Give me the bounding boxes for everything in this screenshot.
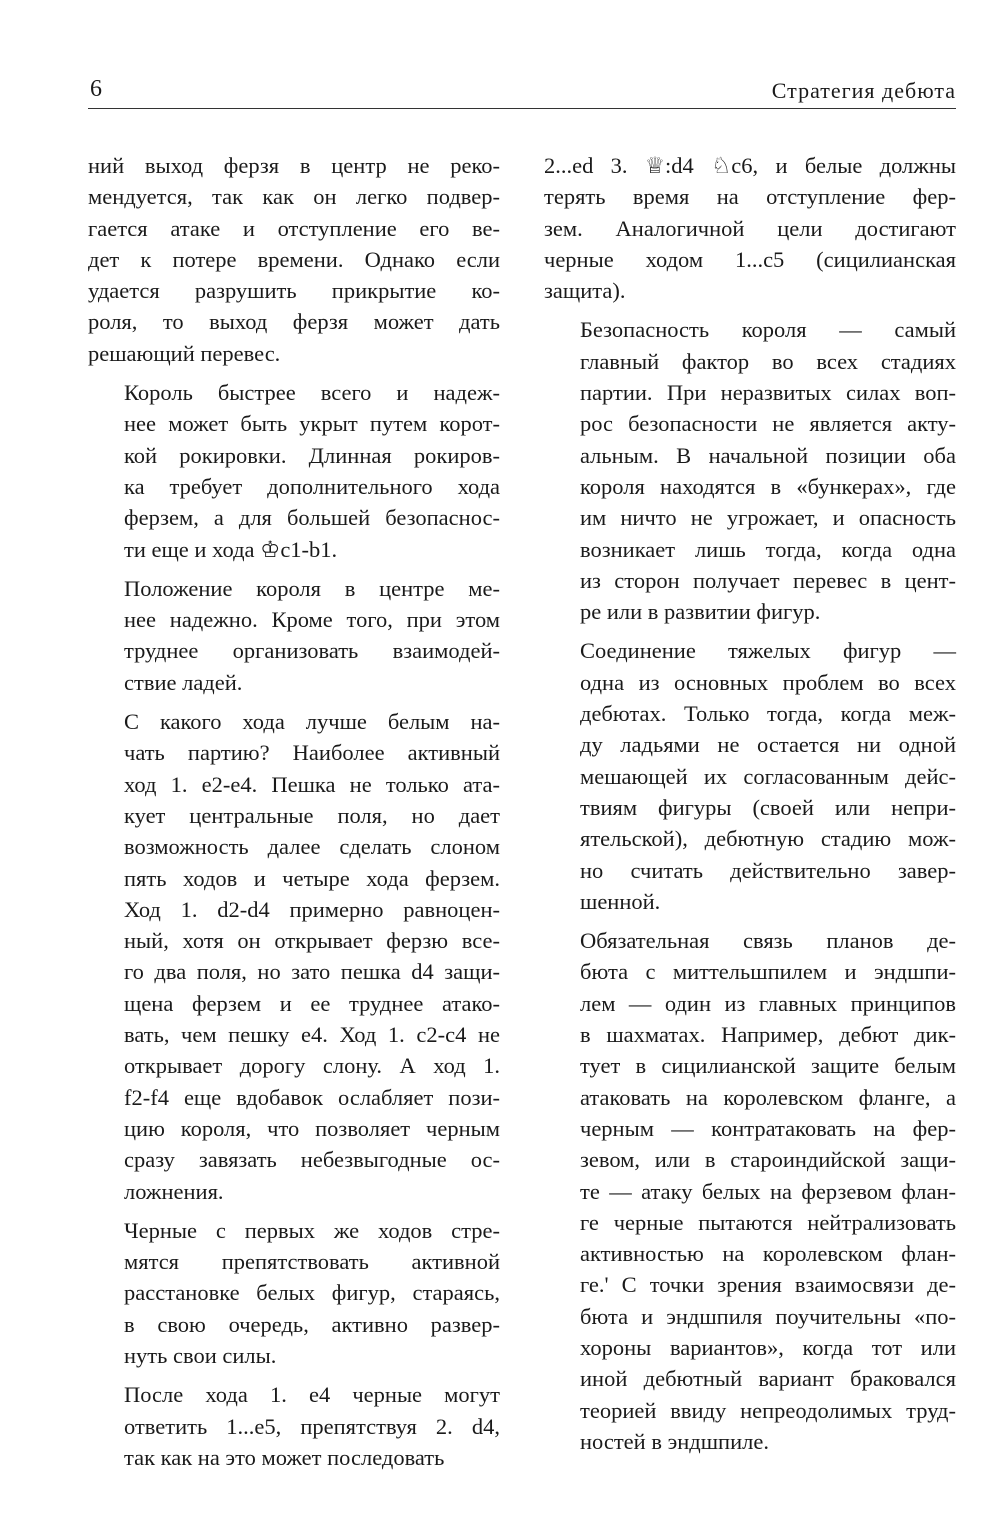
text-line: нее может быть укрыт путем корот- bbox=[124, 411, 500, 437]
text-line: вать, чем пешку e4. Ход 1. c2-c4 не bbox=[124, 1022, 500, 1048]
text-line: ка требует дополнительного хода bbox=[124, 473, 500, 499]
text-line: но считать действительно завер- bbox=[580, 857, 956, 883]
text-line: бюта и эндшпиля поучительны «по- bbox=[580, 1303, 956, 1329]
text-line: зем. Аналогичной цели достигают bbox=[544, 215, 956, 241]
text-line: черные ходом 1...c5 (сицилианская bbox=[544, 246, 956, 272]
text-line: партии. При неразвитых силах воп- bbox=[580, 380, 956, 406]
text-line: ге.' С точки зрения взаимосвязи де- bbox=[580, 1272, 956, 1298]
text-line: цию короля, что позволяет черным bbox=[124, 1115, 500, 1141]
text-line: гается атаке и отступление его ве- bbox=[88, 215, 500, 241]
text-line: шенной. bbox=[580, 888, 661, 914]
text-line: кой рокировки. Длинная рокиров- bbox=[124, 442, 500, 468]
text-line: щена ферзем и ее труднее атако- bbox=[124, 990, 500, 1016]
text-line: хороны вариантов», когда тот или bbox=[580, 1334, 956, 1360]
text-line: главный фактор во всех стадиях bbox=[580, 348, 956, 374]
text-line: те — атаку белых на ферзевом флан- bbox=[580, 1178, 956, 1204]
right-column bbox=[544, 150, 956, 1465]
page-number: 6 bbox=[90, 76, 102, 102]
text-line: Ход 1. d2-d4 примерно равноцен- bbox=[124, 896, 500, 922]
text-line: ний выход ферзя в центр не реко- bbox=[88, 153, 500, 178]
text-line: иной дебютный вариант браковался bbox=[580, 1366, 956, 1392]
running-header bbox=[88, 76, 956, 109]
text-line: бюта с миттельшпилем и эндшпи- bbox=[580, 959, 956, 985]
text-line: тует в сицилианской защите белым bbox=[580, 1053, 956, 1079]
paragraph bbox=[544, 150, 956, 306]
text-line: го два поля, но зато пешка d4 защи- bbox=[124, 959, 500, 985]
text-line: удается разрушить прикрытие ко- bbox=[88, 278, 500, 304]
text-line: возникает лишь тогда, когда одна bbox=[580, 536, 956, 562]
text-line: ге черные пытаются нейтрализовать bbox=[580, 1209, 956, 1235]
paragraph bbox=[544, 925, 956, 1457]
text-line: Безопасность короля — самый bbox=[580, 317, 956, 343]
text-line: атаковать на королевском фланге, а bbox=[580, 1084, 956, 1110]
text-line: им ничто не угрожает, и опасность bbox=[580, 505, 956, 531]
text-line: Соединение тяжелых фигур — bbox=[580, 638, 956, 664]
text-line: твиям фигуры (своей или непри- bbox=[580, 794, 956, 820]
text-line: После хода 1. e4 черные могут bbox=[124, 1382, 500, 1408]
text-line: расстановке белых фигур, стараясь, bbox=[124, 1280, 500, 1306]
text-line: одна из основных проблем во всех bbox=[580, 669, 956, 695]
paragraph bbox=[88, 1215, 500, 1371]
text-line: возможность далее сделать слоном bbox=[124, 834, 500, 860]
text-line: мешающей их согласованным дейс- bbox=[580, 763, 956, 789]
text-line: терять время на отступление фер- bbox=[544, 184, 956, 210]
text-line: черным — контратаковать на фер- bbox=[580, 1115, 956, 1141]
text-line: сразу завязать небезвыгодные ос- bbox=[124, 1147, 500, 1173]
text-line: решающий перевес. bbox=[88, 340, 281, 366]
paragraph bbox=[88, 1379, 500, 1473]
left-column bbox=[88, 150, 500, 1481]
text-line: лем — один из главных принципов bbox=[580, 990, 956, 1016]
text-line: рос безопасности не является акту- bbox=[580, 411, 956, 437]
paragraph bbox=[88, 573, 500, 698]
text-line: мендуется, так как он легко подвер- bbox=[88, 184, 500, 210]
text-line: труднее организовать взаимодей- bbox=[124, 638, 500, 664]
text-line: ферзем, а для большей безопаснос- bbox=[124, 505, 500, 531]
text-line: в свою очередь, активно развер- bbox=[124, 1311, 500, 1337]
paragraph bbox=[88, 706, 500, 1207]
text-line: Положение короля в центре ме- bbox=[124, 575, 500, 601]
text-line: Черные с первых же ходов стре- bbox=[124, 1217, 500, 1243]
paragraph bbox=[88, 377, 500, 565]
text-line: из сторон получает перевес в цент- bbox=[580, 567, 956, 593]
running-title: Стратегия дебюта bbox=[771, 78, 956, 103]
text-line: мятся препятствовать активной bbox=[124, 1249, 500, 1275]
text-line: в шахматах. Например, дебют дик- bbox=[580, 1022, 956, 1048]
text-line: ответить 1...e5, препятствуя 2. d4, bbox=[124, 1413, 500, 1439]
text-line: ный, хотя он открывает ферзю все- bbox=[124, 928, 500, 954]
text-line: активностью на королевском флан- bbox=[580, 1241, 956, 1267]
text-line: защита). bbox=[544, 278, 626, 304]
paragraph bbox=[544, 635, 956, 917]
text-line: f2-f4 еще вдобавок ослабляет пози- bbox=[124, 1084, 500, 1110]
text-line: короля находятся в «бункерах», где bbox=[580, 473, 956, 499]
paragraph bbox=[544, 314, 956, 627]
text-line: С какого хода лучше белым на- bbox=[124, 709, 500, 735]
text-line: альным. В начальной позиции оба bbox=[580, 442, 956, 468]
text-line: нее надежно. Кроме того, при этом bbox=[124, 607, 500, 633]
text-line: открывает дорогу слону. А ход 1. bbox=[124, 1053, 500, 1079]
text-line: пять ходов и четыре хода ферзем. bbox=[124, 865, 500, 891]
text-line: роля, то выход ферзя может дать bbox=[88, 309, 500, 335]
text-line: Король быстрее всего и надеж- bbox=[124, 380, 500, 406]
text-line: кует центральные поля, но дает bbox=[124, 802, 500, 828]
text-line: ятельской), дебютную стадию мож- bbox=[580, 826, 956, 852]
text-line: ностей в эндшпиле. bbox=[580, 1428, 769, 1454]
text-line: теорией ввиду непреодолимых труд- bbox=[580, 1397, 956, 1423]
text-line: 2...ed 3. ♕:d4 ♘c6, и белые должны bbox=[544, 153, 956, 178]
text-line: ти еще и хода ♔c1-b1. bbox=[124, 536, 338, 562]
text-line: ре или в развитии фигур. bbox=[580, 599, 821, 625]
text-line: зевом, или в староиндийской защи- bbox=[580, 1147, 956, 1173]
text-line: чать партию? Наиболее активный bbox=[124, 740, 500, 766]
text-line: дебютах. Только тогда, когда меж- bbox=[580, 701, 956, 727]
text-line: нуть свои силы. bbox=[124, 1342, 277, 1368]
text-line: так как на это может последовать bbox=[124, 1444, 445, 1470]
paragraph bbox=[88, 150, 500, 369]
text-line: ход 1. e2-e4. Пешка не только ата- bbox=[124, 771, 500, 797]
text-line: ствие ладей. bbox=[124, 669, 243, 695]
text-line: ду ладьями не остается ни одной bbox=[580, 732, 956, 758]
text-line: Обязательная связь планов де- bbox=[580, 928, 956, 954]
text-line: ложнения. bbox=[124, 1178, 224, 1204]
text-line: дет к потере времени. Однако если bbox=[88, 246, 500, 272]
